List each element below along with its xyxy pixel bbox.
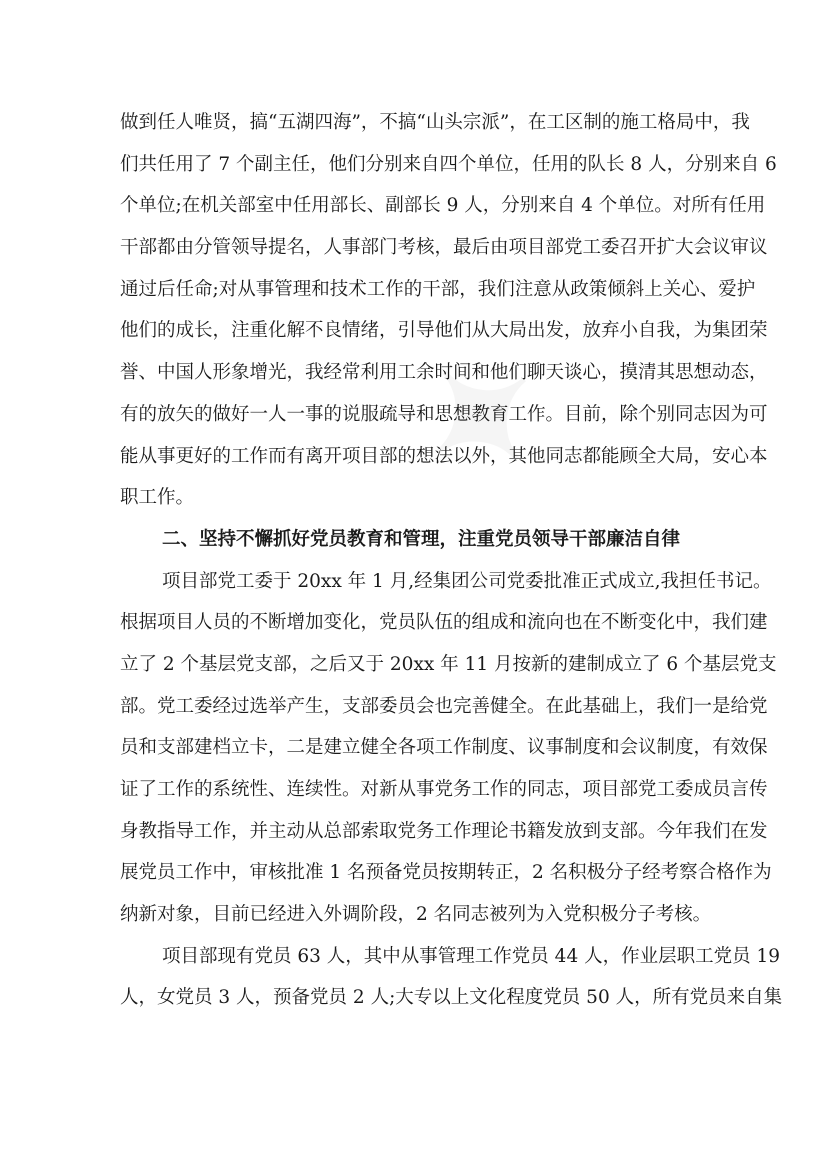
text-line: 二、坚持不懈抓好党员教育和管理，注重党员领导干部廉洁自律 (162, 528, 681, 550)
text-line: 项目部党工委于 20xx 年 1 月,经集团公司党委批准正式成立,我担任书记。 (162, 570, 772, 592)
text-line: 们共任用了 7 个副主任，他们分别来自四个单位，任用的队长 8 人，分别来自 6 (120, 153, 777, 175)
text-line: 证了工作的系统性、连续性。对新从事党务工作的同志，项目部党工委成员言传 (120, 779, 768, 800)
text-line: 纳新对象，目前已经进入外调阶段，2 名同志被列为入党积极分子考核。 (120, 904, 712, 926)
paragraph (120, 940, 783, 1023)
text-line: 干部都由分管领导提名，人事部门考核，最后由项目部党工委召开扩大会议审议 (120, 237, 768, 259)
text-line: 通过后任命;对从事管理和技术工作的干部，我们注意从政策倾斜上关心、爱护 (120, 278, 756, 300)
text-line: 展党员工作中，审核批准 1 名预备党员按期转正，2 名积极分子经考察合格作为 (120, 862, 772, 884)
text-line: 人，女党员 3 人，预备党员 2 人;大专以上文化程度党员 50 人，所有党员来自集 (120, 987, 783, 1009)
paragraph (120, 106, 777, 523)
text-line: 能从事更好的工作而有离开项目部的想法以外，其他同志都能顾全大局，安心本 (120, 445, 768, 467)
text-line: 誉、中国人形象增光，我经常利用工余时间和他们聊天谈心，摸清其思想动态， (120, 362, 768, 384)
text-line: 他们的成长，注重化解不良情绪，引导他们从大局出发，放弃小自我，为集团荣 (120, 320, 768, 342)
text-line: 项目部现有党员 63 人，其中从事管理工作党员 44 人，作业层职工党员 19 (162, 945, 781, 967)
paragraph (120, 565, 777, 940)
text-line: 个单位;在机关部室中任用部长、副部长 9 人，分别来自 4 个单位。对所有任用 (120, 195, 766, 217)
document-page (120, 106, 783, 1023)
text-line: 有的放矢的做好一人一事的说服疏导和思想教育工作。目前，除个别同志因为可 (120, 403, 768, 425)
text-line: 员和支部建档立卡，二是建立健全各项工作制度、议事制度和会议制度，有效保 (120, 737, 768, 759)
text-line: 身教指导工作，并主动从总部索取党务工作理论书籍发放到支部。今年我们在发 (120, 820, 768, 842)
section-heading (120, 523, 710, 565)
text-line: 立了 2 个基层党支部，之后又于 20xx 年 11 月按新的建制成立了 6 个基层党支 (120, 653, 777, 675)
text-line: 根据项目人员的不断增加变化，党员队伍的组成和流向也在不断变化中，我们建 (120, 612, 768, 634)
text-line: 职工作。 (120, 487, 195, 509)
text-line: 部。党工委经过选举产生，支部委员会也完善健全。在此基础上，我们一是给党 (120, 695, 768, 717)
text-line: 做到任人唯贤，搞“五湖四海”，不搞“山头宗派”，在工区制的施工格局中，我 (120, 112, 750, 133)
